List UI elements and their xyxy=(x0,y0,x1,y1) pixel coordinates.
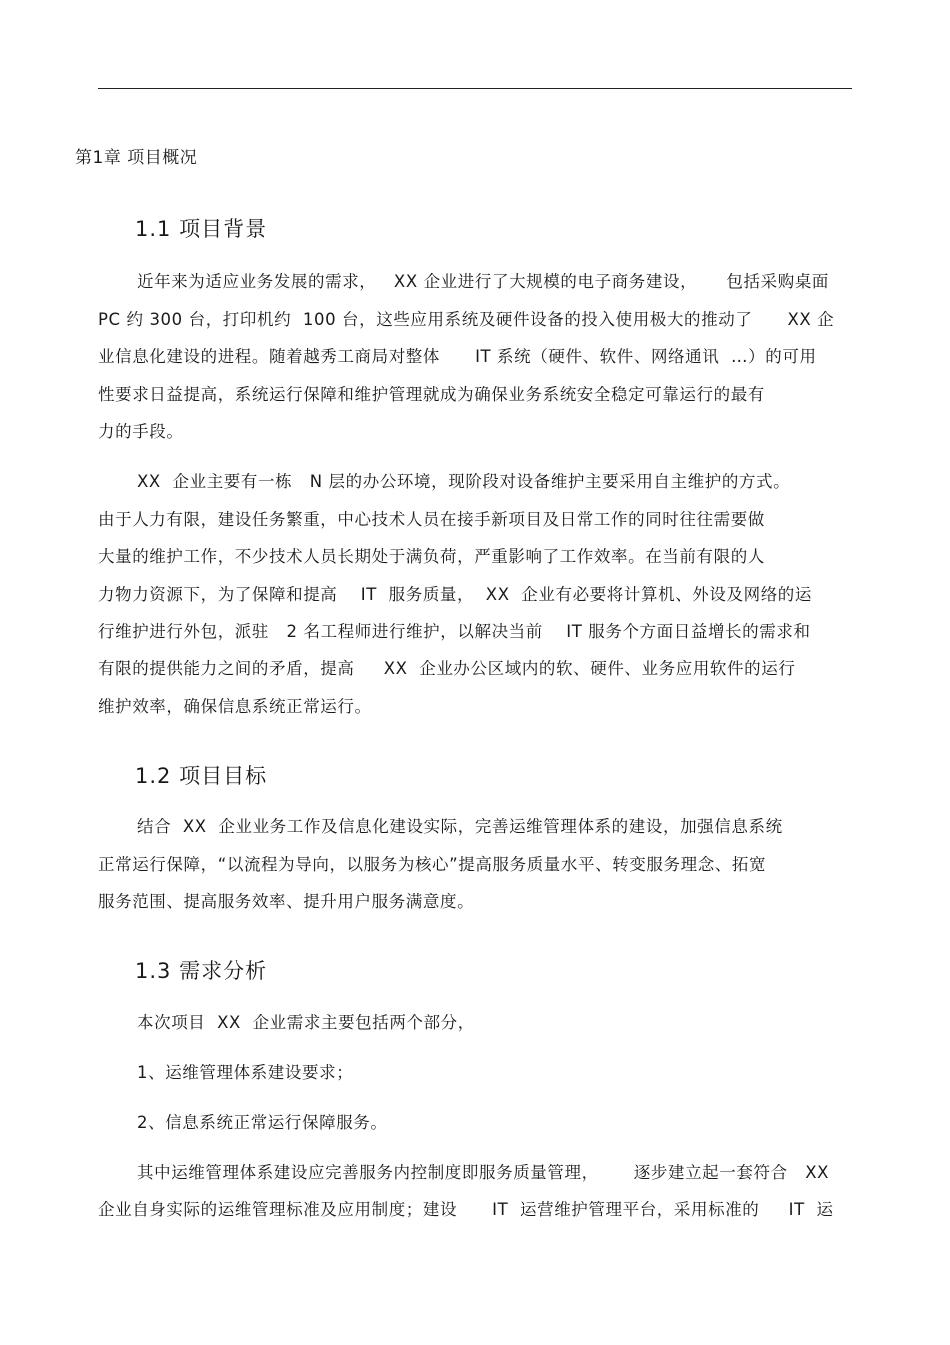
paragraph-line: 维护效率，确保信息系统正常运行。 xyxy=(98,697,372,716)
paragraph-line: 企业自身实际的运维管理标准及应用制度；建设 IT 运营维护管理平台，采用标准的 IT 运 xyxy=(98,1200,834,1219)
paragraph-line: XX 企业主要有一栋 N 层的办公环境，现阶段对设备维护主要采用自主维护的方式。 xyxy=(137,472,791,491)
paragraph-line: PC 约 300 台，打印机约 100 台，这些应用系统及硬件设备的投入使用极大的推动了 XX 企 xyxy=(98,310,835,329)
paragraph-line: 力的手段。 xyxy=(98,422,184,441)
list-item: 1、运维管理体系建设要求； xyxy=(137,1063,354,1082)
paragraph-line: 性要求日益提高，系统运行保障和维护管理就成为确保业务系统安全稳定可靠运行的最有 xyxy=(98,385,765,404)
paragraph-line: 业信息化建设的进程。随着越秀工商局对整体 IT 系统（硬件、软件、网络通讯 …）的可用 xyxy=(98,347,817,366)
paragraph-line: 服务范围、提高服务效率、提升用户服务满意度。 xyxy=(98,892,475,911)
paragraph-line: 近年来为适应业务发展的需求， XX 企业进行了大规模的电子商务建设， 包括采购桌面 xyxy=(137,272,830,291)
paragraph-line: 有限的提供能力之间的矛盾，提高 XX 企业办公区域内的软、硬件、业务应用软件的运行 xyxy=(98,659,796,678)
list-item: 2、信息系统正常运行保障服务。 xyxy=(137,1113,388,1132)
paragraph-line: 大量的维护工作，不少技术人员长期处于满负荷，严重影响了工作效率。在当前有限的人 xyxy=(98,547,765,566)
section-heading-background: 1.1 项目背景 xyxy=(135,217,268,241)
paragraph-line: 由于人力有限，建设任务繁重，中心技术人员在接手新项目及日常工作的同时往往需要做 xyxy=(98,510,765,529)
chapter-title: 第1章 项目概况 xyxy=(75,148,198,168)
paragraph-line: 结合 XX 企业业务工作及信息化建设实际，完善运维管理体系的建设，加强信息系统 xyxy=(137,817,783,836)
paragraph-line: 其中运维管理体系建设应完善服务内控制度即服务质量管理， 逐步建立起一套符合 XX xyxy=(137,1163,830,1182)
paragraph-line: 行维护进行外包，派驻 2 名工程师进行维护，以解决当前 IT 服务个方面日益增长的需求和 xyxy=(98,622,811,641)
header-rule xyxy=(98,88,852,89)
paragraph-line: 本次项目 XX 企业需求主要包括两个部分， xyxy=(137,1013,475,1032)
paragraph-line: 力物力资源下，为了保障和提高 IT 服务质量， XX 企业有必要将计算机、外设及网络的运 xyxy=(98,585,813,604)
section-heading-requirements: 1.3 需求分析 xyxy=(135,959,268,983)
paragraph-line: 正常运行保障，“以流程为导向，以服务为核心”提高服务质量水平、转变服务理念、拓宽 xyxy=(98,855,767,874)
section-heading-goals: 1.2 项目目标 xyxy=(135,764,268,788)
